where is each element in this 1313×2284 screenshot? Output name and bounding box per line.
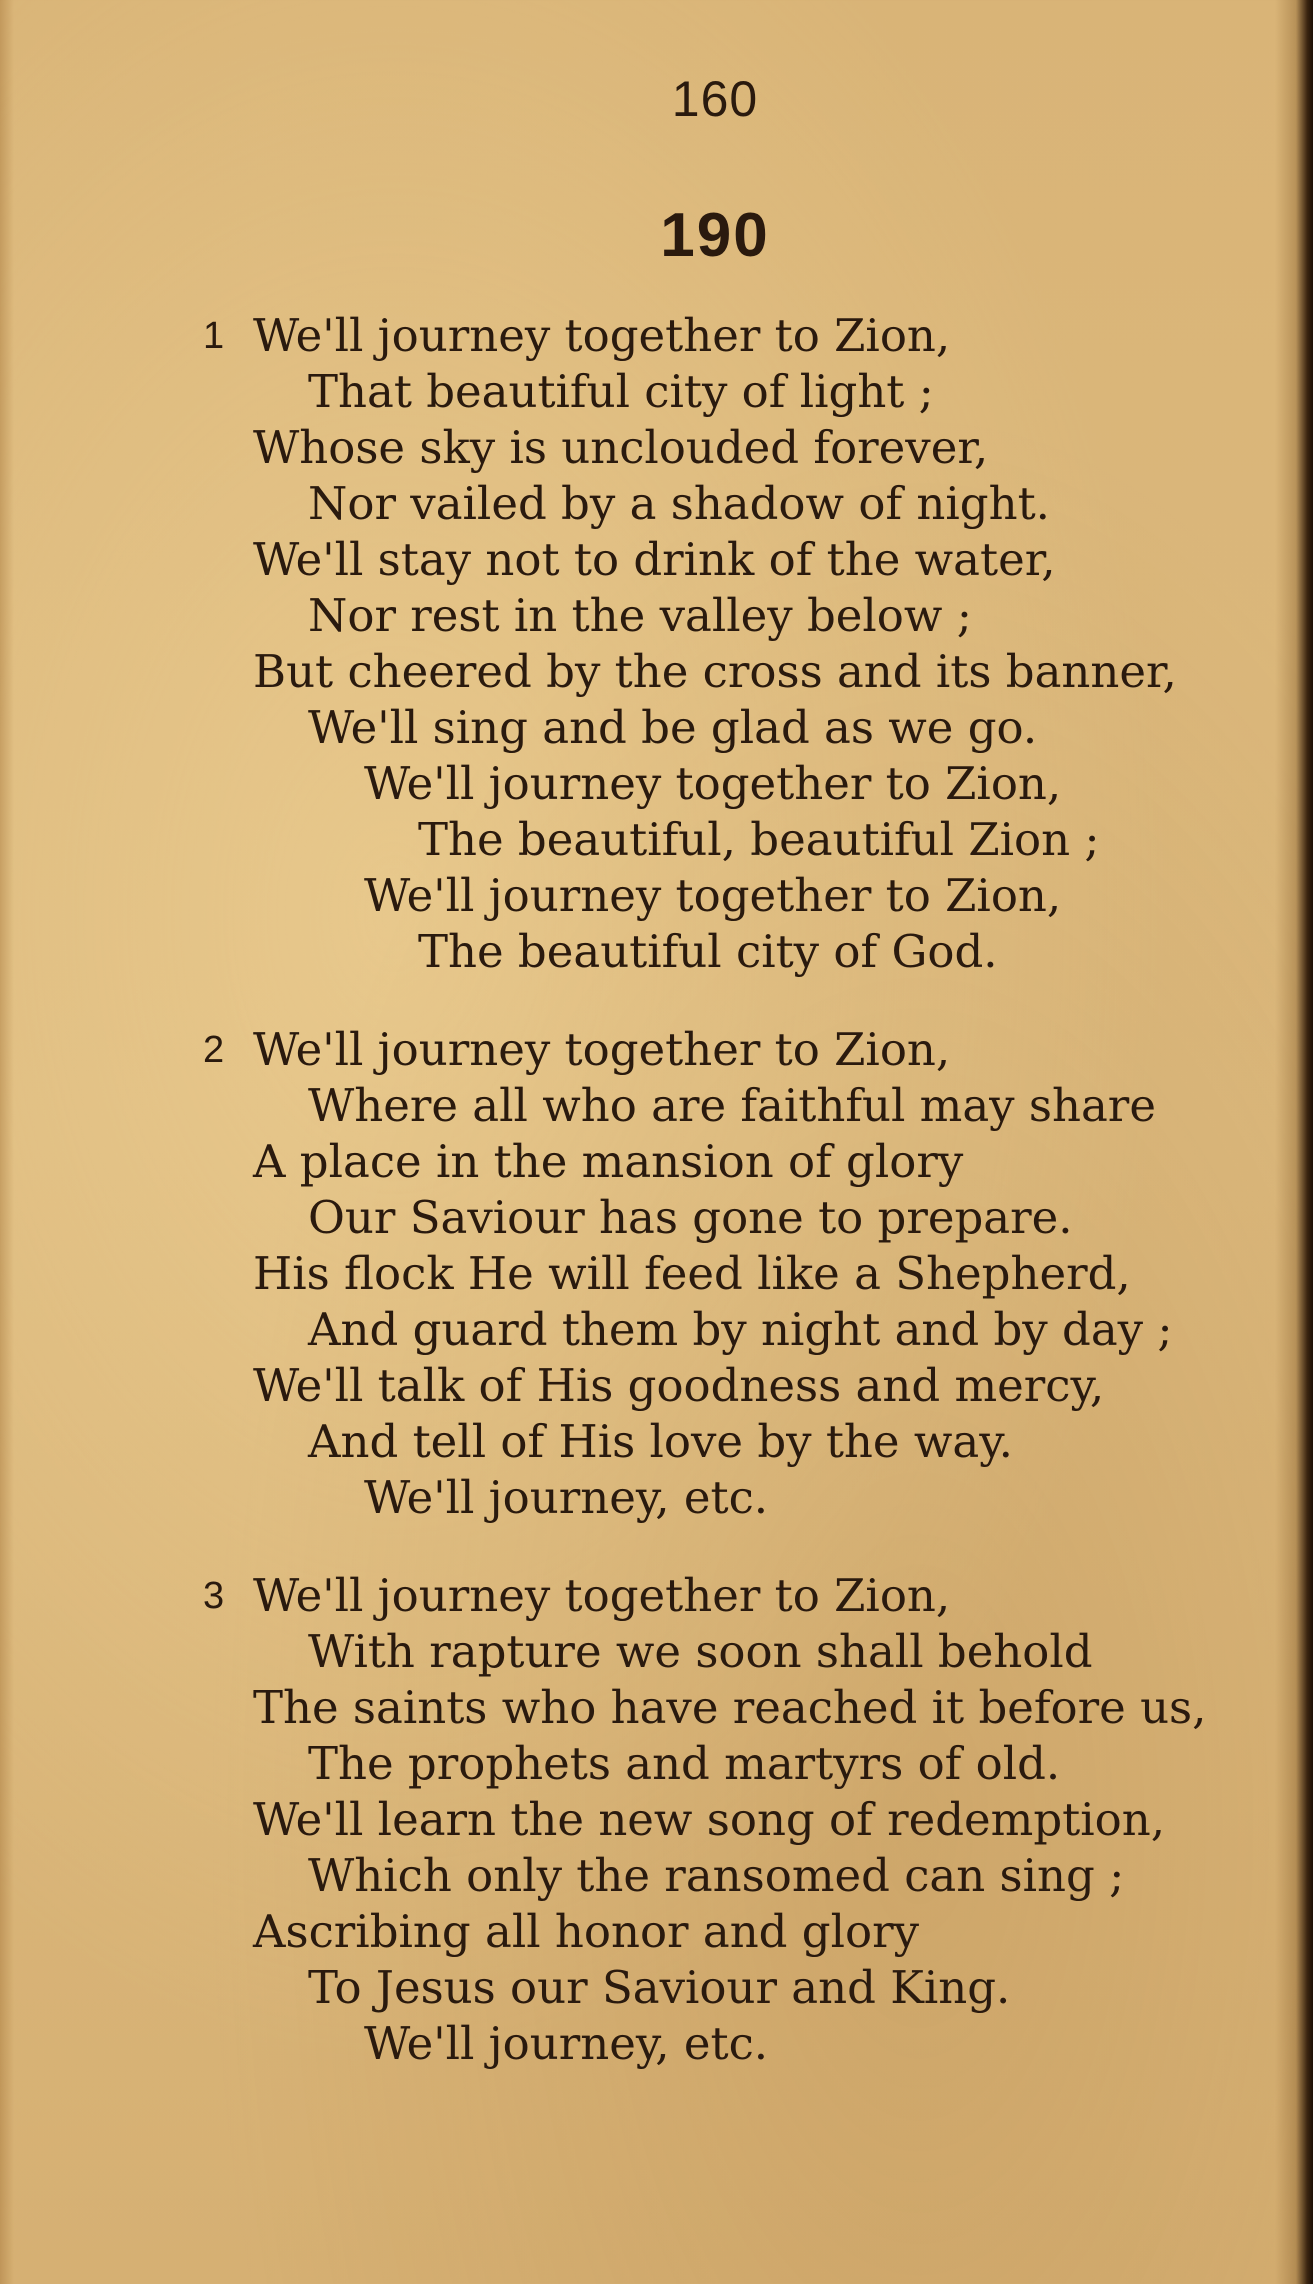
- verse-3-line-2: With rapture we soon shall behold: [308, 1625, 1093, 1678]
- verse-2-line-5: His flock He will feed like a Shepherd,: [253, 1247, 1131, 1300]
- hymn-number: 190: [660, 201, 770, 270]
- verse-1-line-1: We'll journey together to Zion,: [253, 309, 951, 362]
- verse-2-number: 2: [203, 1029, 225, 1071]
- page-edge-right: [1275, 0, 1313, 2284]
- verse-2-line-2: Where all who are faithful may share: [308, 1079, 1156, 1132]
- verse-2-line-8: And tell of His love by the way.: [308, 1415, 1013, 1468]
- verse-2-refrain: We'll journey, etc.: [364, 1471, 769, 1524]
- verse-3-line-5: We'll learn the new song of redemption,: [253, 1793, 1165, 1846]
- verse-3-line-1: We'll journey together to Zion,: [253, 1569, 951, 1622]
- verse-1-line-4: Nor vailed by a shadow of night.: [308, 477, 1050, 530]
- verse-1-refrain-line-3: We'll journey together to Zion,: [364, 869, 1062, 922]
- verse-1-refrain-line-2: The beautiful, beautiful Zion ;: [418, 813, 1100, 866]
- verse-3-line-8: To Jesus our Saviour and King.: [308, 1961, 1011, 2014]
- page-number: 160: [671, 71, 759, 127]
- verse-1-line-7: But cheered by the cross and its banner,: [253, 645, 1177, 698]
- verse-1-line-5: We'll stay not to drink of the water,: [253, 533, 1056, 586]
- verse-3-line-4: The prophets and martyrs of old.: [308, 1737, 1061, 1790]
- verse-3-number: 3: [203, 1575, 225, 1617]
- verse-3-line-6: Which only the ransomed can sing ;: [308, 1849, 1125, 1902]
- verse-3-refrain: We'll journey, etc.: [364, 2017, 769, 2070]
- verse-2-line-3: A place in the mansion of glory: [253, 1135, 964, 1188]
- verse-2-line-4: Our Saviour has gone to prepare.: [308, 1191, 1073, 1244]
- verse-1-line-2: That beautiful city of light ;: [308, 365, 934, 418]
- verse-2-line-1: We'll journey together to Zion,: [253, 1023, 951, 1076]
- verse-1-line-3: Whose sky is unclouded forever,: [253, 421, 989, 474]
- verse-1-line-6: Nor rest in the valley below ;: [308, 589, 972, 642]
- verse-1-refrain-line-4: The beautiful city of God.: [418, 925, 998, 978]
- verse-2-line-7: We'll talk of His goodness and mercy,: [253, 1359, 1105, 1412]
- page-edge-left: [0, 0, 14, 2284]
- verse-3-line-7: Ascribing all honor and glory: [253, 1905, 920, 1958]
- verse-2-line-6: And guard them by night and by day ;: [308, 1303, 1173, 1356]
- verse-1-line-8: We'll sing and be glad as we go.: [308, 701, 1038, 754]
- verse-1-number: 1: [203, 315, 225, 357]
- verse-1-refrain-line-1: We'll journey together to Zion,: [364, 757, 1062, 810]
- verse-3-line-3: The saints who have reached it before us,: [253, 1681, 1207, 1734]
